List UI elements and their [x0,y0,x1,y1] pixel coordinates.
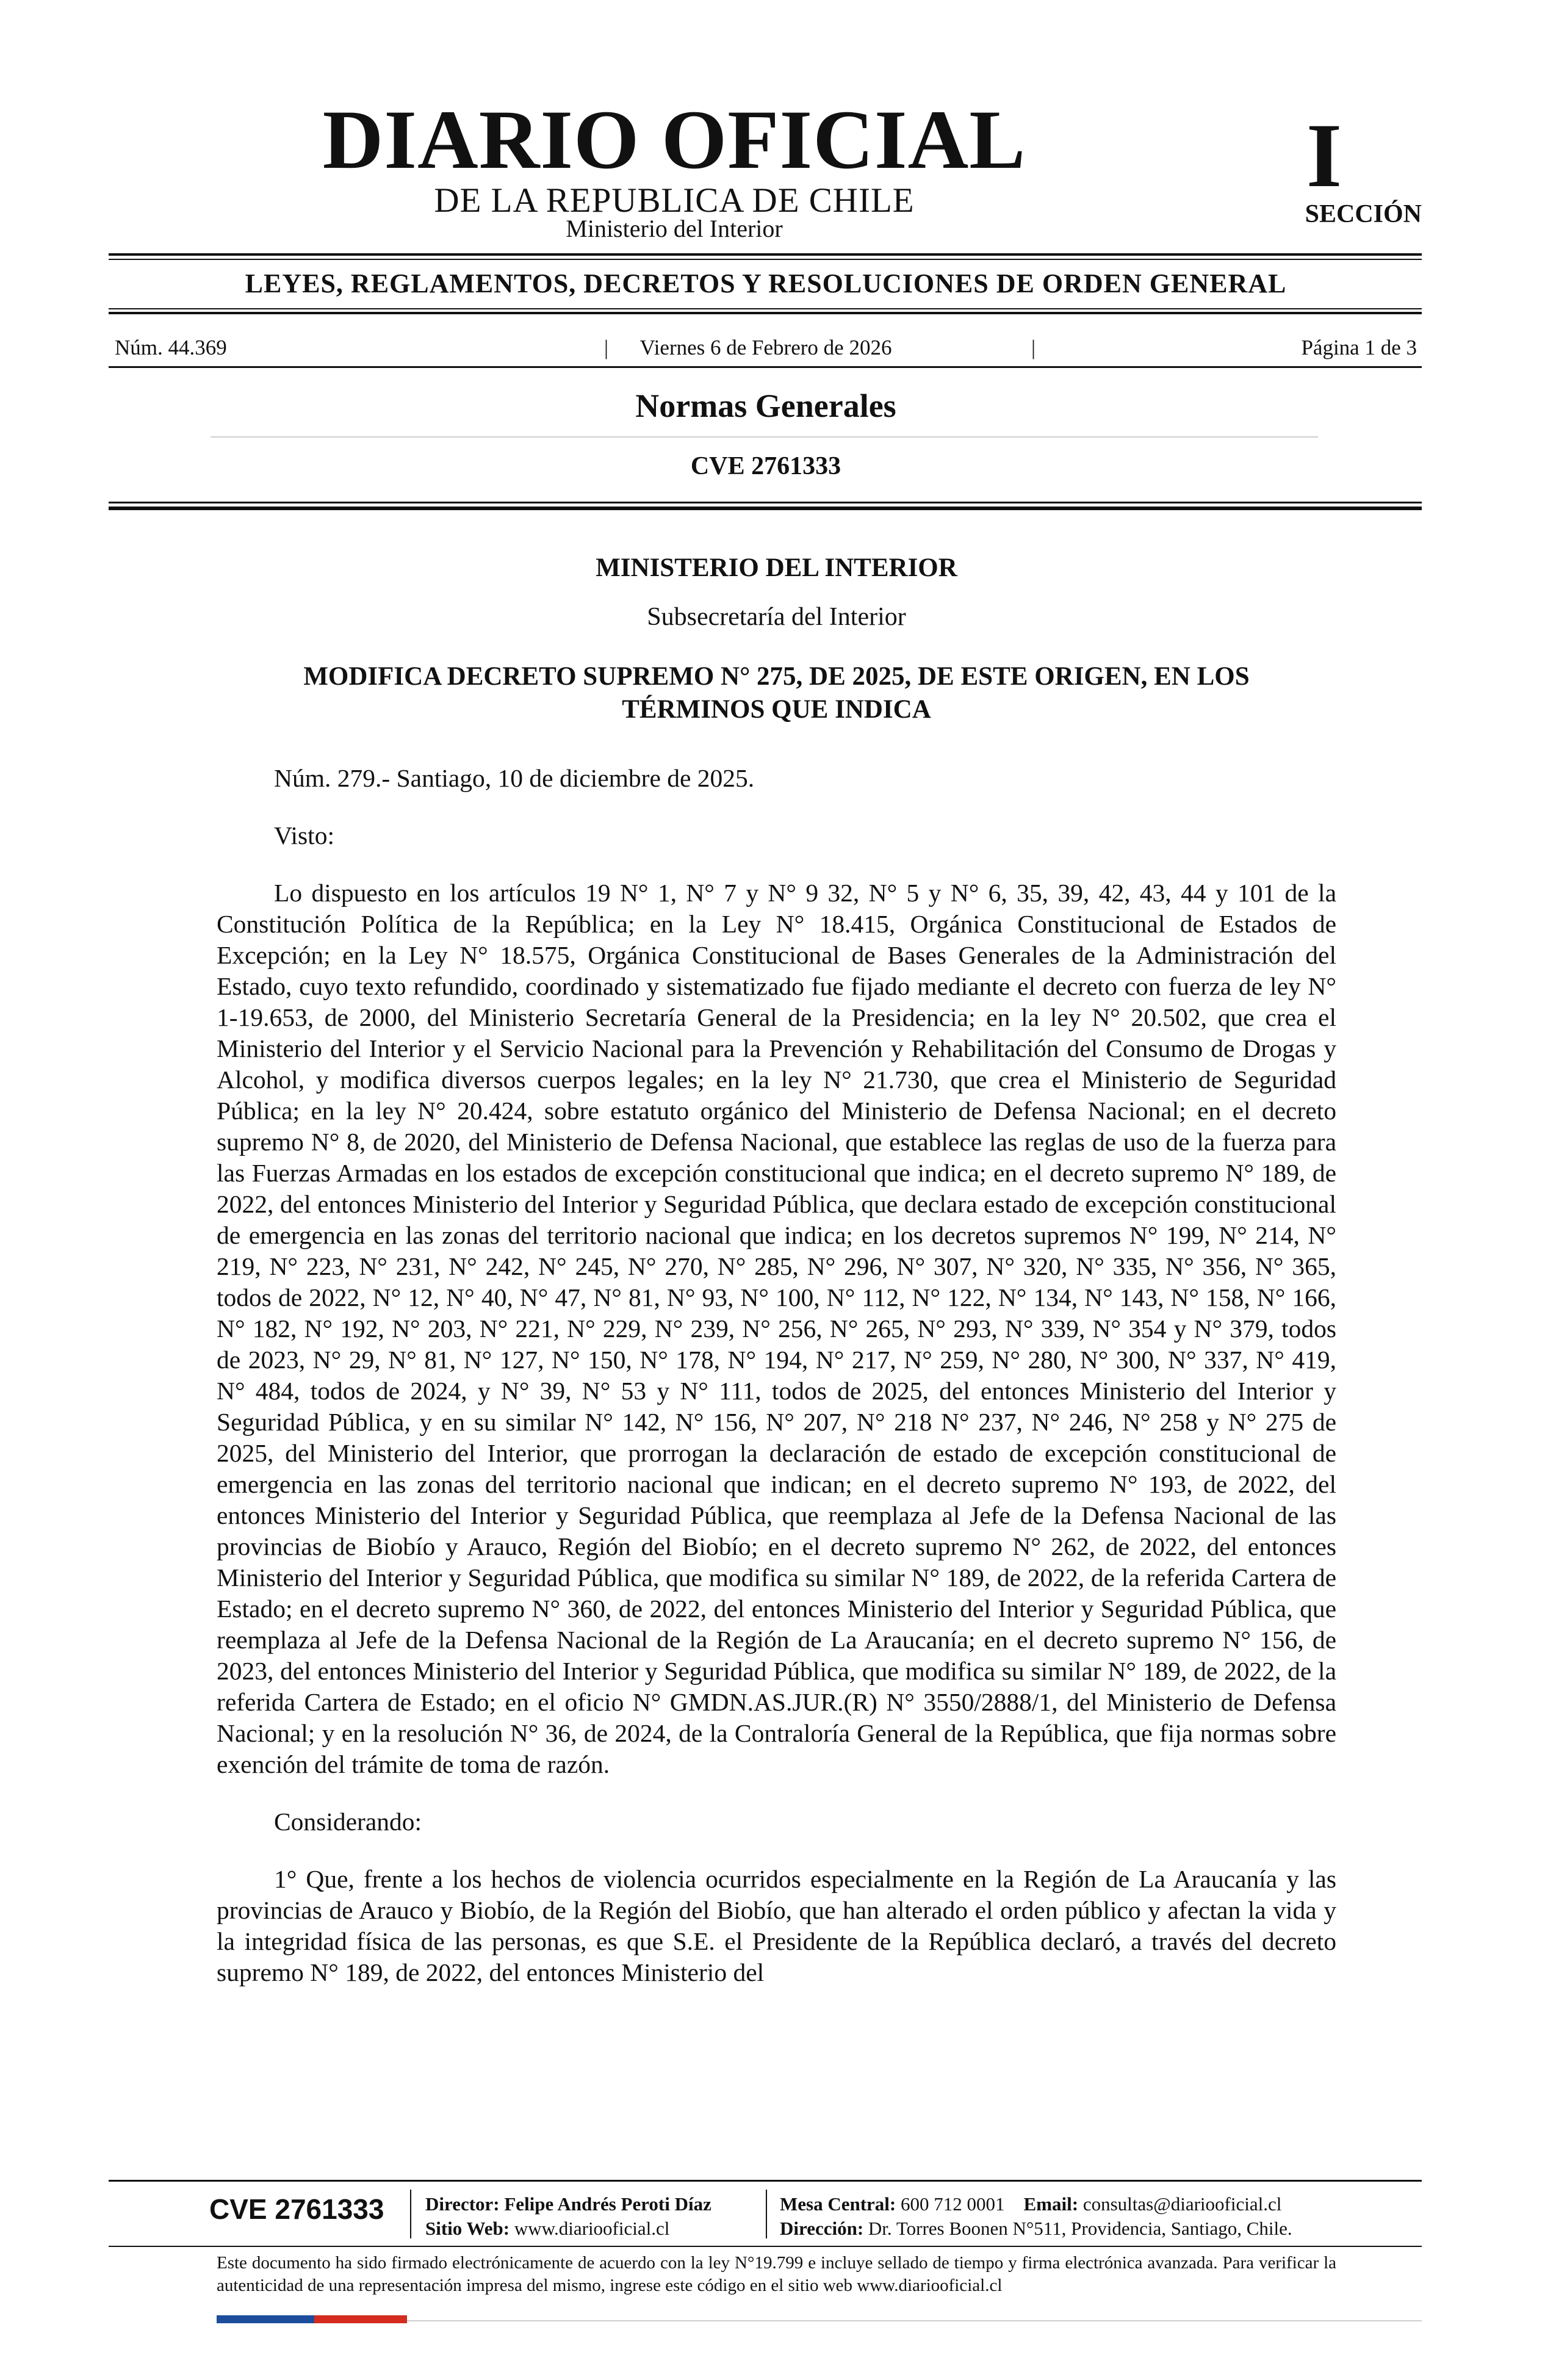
director-name: Felipe Andrés Peroti Díaz [504,2193,711,2215]
edition-separator: | [604,336,609,359]
email-label: Email: [1023,2193,1079,2215]
section-number: I [1306,105,1342,206]
edition-date: Viernes 6 de Febrero de 2026 [639,336,892,359]
edition-line [110,333,1422,363]
banner: LEYES, REGLAMENTOS, DECRETOS Y RESOLUCIONES DE ORDEN GENERAL [245,269,1287,298]
footer-cve: CVE 2761333 [209,2193,384,2225]
edition-number: Núm. 44.369 [115,336,227,359]
section-label: SECCIÓN [1305,200,1422,228]
subsecretaria: Subsecretaría del Interior [647,603,906,631]
banner-rule-thin [109,308,1422,309]
edition-page: Página 1 de 3 [1301,336,1417,359]
newspaper-title: DIARIO OFICIAL [322,93,1026,186]
masthead-rule-thick [109,253,1422,256]
footer-contact-block [780,2192,1292,2241]
visto-label: Visto: [274,821,334,849]
banner-rule-thick [109,312,1422,314]
footer-director-block [425,2192,711,2241]
flag-stripe-blue [217,2315,314,2323]
newspaper-subtitle: DE LA REPUBLICA DE CHILE [434,181,915,220]
email-link[interactable]: consultas@diariooficial.cl [1082,2193,1282,2215]
director-label: Director: [425,2193,500,2215]
considerando-label: Considerando: [274,1808,422,1836]
decree-number-line: Núm. 279.- Santiago, 10 de diciembre de 2025. [274,764,755,792]
flag-stripe-line [407,2320,1422,2321]
footer-divider [766,2190,767,2238]
phone-value: 600 712 0001 [901,2193,1005,2215]
document-body [217,552,1336,1988]
section-divider [211,436,1318,438]
decree-title: MODIFICA DECRETO SUPREMO N° 275, DE 2025, DE ESTE ORIGEN, EN LOS TÉRMINOS QUE INDICA [303,662,1250,724]
header-rule-thick [109,507,1422,510]
masthead-rule-thin [109,259,1422,260]
footer-divider [410,2190,411,2238]
flag-stripe-red [314,2315,407,2323]
address-label: Dirección: [780,2218,864,2239]
edition-rule [109,366,1422,368]
header-rule-thin [109,502,1422,503]
section-title: Normas Generales [635,388,896,424]
edition-separator: | [1031,336,1036,359]
visto-paragraph: Lo dispuesto en los artículos 19 N° 1, N° 7 y N° 9 32, N° 5 y N° 6, 35, 39, 42, 43, 44 y 101 de la Constitución Política de la República; en la Ley N° 18.415, Orgánica Constitucional de Estados de Excepción; en la Ley N° 18.575, Orgánica Constitucional de Bases Generales de la Administración del Estado, cuyo texto refundido, coordinado y sistematizado fue fijado mediante el decreto con fuerza de ley N° 1-19.653, de 2000, del Ministerio Secretaría General de la Presidencia; en la ley N° 20.502, que crea el Ministerio del Interior y el Servicio Nacional para la Prevención y Rehabilitación del Consumo de Drogas y Alcohol, y modifica diversos cuerpos legales; en la ley N° 21.730, que crea el Ministerio de Seguridad Pública; en la ley N° 20.424, sobre estatuto orgánico del Ministerio de Defensa Nacional; en el decreto supremo N° 8, de 2020, del Ministerio de Defensa Nacional, que establece las reglas de uso de la fuerza para las Fuerzas Armadas en los estados de excepción constitucional que indica; en el decreto supremo N° 189, de 2022, del entonces Ministerio del Interior y Seguridad Pública, que declara estado de excepción constitucional de emergencia en las zonas del territorio nacional que indica; en los decretos supremos N° 199, N° 214, N° 219, N° 223, N° 231, N° 242, N° 245, N° 270, N° 285, N° 296, N° 307, N° 320, N° 335, N° 356, N° 365, todos de 2022, N° 12, N° 40, N° 47, N° 81, N° 93, N° 100, N° 112, N° 122, N° 134, N° 143, N° 158, N° 166, N° 182, N° 192, N° 203, N° 221, N° 229, N° 239, N° 256, N° 265, N° 293, N° 339, N° 354 y N° 379, todos de 2023, N° 29, N° 81, N° 127, N° 150, N° 178, N° 194, N° 217, N° 259, N° 280, N° 300, N° 337, N° 419, N° 484, todos de 2024, y N° 39, N° 53 y N° 111, todos de 2025, del entonces Ministerio del Interior y Seguridad Pública, y en su similar N° 142, N° 156, N° 207, N° 218 N° 237, N° 246, N° 258 y N° 275 de 2025, del Ministerio del Interior, que prorrogan la declaración de estado de excepción constitucional de emergencia en las zonas del territorio nacional que indican; en el decreto supremo N° 193, de 2022, del entonces Ministerio del Interior y Seguridad Pública, que reemplaza al Jefe de la Defensa Nacional de las provincias de Biobío y Arauco, Región del Biobío; en el decreto supremo N° 262, de 2022, del entonces Ministerio del Interior y Seguridad Pública, que modifica su similar N° 189, de 2022, de la referida Cartera de Estado; en el decreto supremo N° 360, de 2022, del entonces Ministerio del Interior y Seguridad Pública, que reemplaza al Jefe de la Defensa Nacional de la Región de La Araucanía; en el decreto supremo N° 156, de 2023, del entonces Ministerio del Interior y Seguridad Pública, que modifica su similar N° 189, de 2022, de la referida Cartera de Estado; en el oficio N° GMDN.AS.JUR.(R) N° 3550/2888/1, del Ministerio de Defensa Nacional; y en la resolución N° 36, de 2024, de la Contraloría General de la República, que fija normas sobre exención del trámite de toma de razón. [217,879,1336,1778]
cve-code: CVE 2761333 [690,452,841,480]
site-label: Sitio Web: [425,2218,510,2239]
footer-rule [109,2180,1422,2182]
considerando-paragraph: 1° Que, frente a los hechos de violencia ocurridos especialmente en la Región de La Araucanía y las provincias de Arauco y Biobío, de la Región del Biobío, que han alterado el orden público y afectan la vida y la integridad física de las personas, es que S.E. el Presidente de la República declaró, a través del decreto supremo N° 189, de 2022, del entonces Ministerio del [217,1865,1336,1986]
site-link[interactable]: www.diariooficial.cl [514,2218,670,2239]
phone-label: Mesa Central: [780,2193,896,2215]
address-value: Dr. Torres Boonen N°511, Providencia, Santiago, Chile. [868,2218,1292,2239]
masthead [110,85,1422,250]
signature-note: Este documento ha sido firmado electrónicamente de acuerdo con la ley N°19.799 e incluye sellado de tiempo y firma electrónica avanzada. Para verificar la autenticidad de una representación impresa del mismo, ingrese este código en el sitio web www.diariooficial.cl [217,2253,1336,2295]
newspaper-ministry: Ministerio del Interior [566,215,783,242]
ministry-heading: MINISTERIO DEL INTERIOR [596,554,957,582]
footer-rule-bottom [109,2246,1422,2247]
